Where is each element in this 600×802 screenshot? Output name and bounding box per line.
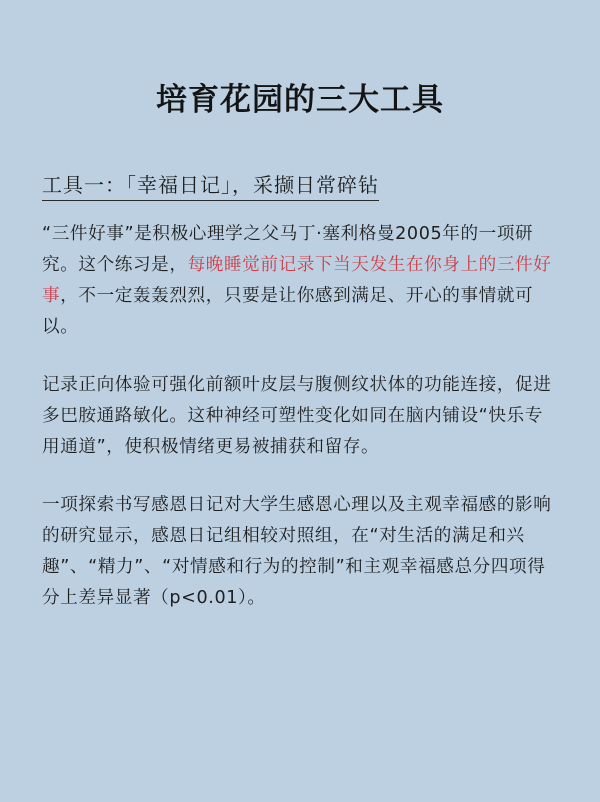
paragraph-neuroplasticity: 记录正向体验可强化前额叶皮层与腹侧纹状体的功能连接，促进多巴胺通路敏化。这种神经可塑性变化如同在脑内铺设“快乐专用通道”，使积极情绪更易被捕获和留存。 [42, 375, 552, 457]
section-heading: 工具一：「幸福日记」，采撷日常碎钻 [42, 170, 379, 201]
paragraph-text: ，不一定轰轰烈烈，只要是让你感到满足、开心的事情就可以。 [42, 286, 534, 337]
paragraph-gratitude-study: 一项探索书写感恩日记对大学生感恩心理以及主观幸福感的影响的研究显示，感恩日记组相较对照组，在“对生活的满足和兴趣”、“精力”、“对情感和行为的控制”和主观幸福感总分四项得分上差异显著（p<0.01）。 [42, 495, 552, 608]
page-title: 培育花园的三大工具 [156, 82, 444, 118]
paragraph-text: “三件好事”是积极心理学之父马丁·塞利格曼2005年的一项研究。这个练习是， [42, 224, 534, 275]
paragraph-three-good-things [42, 219, 558, 343]
highlighted-text: 每晚睡觉前记录下当天发生在你身上的三件好事 [42, 255, 552, 306]
